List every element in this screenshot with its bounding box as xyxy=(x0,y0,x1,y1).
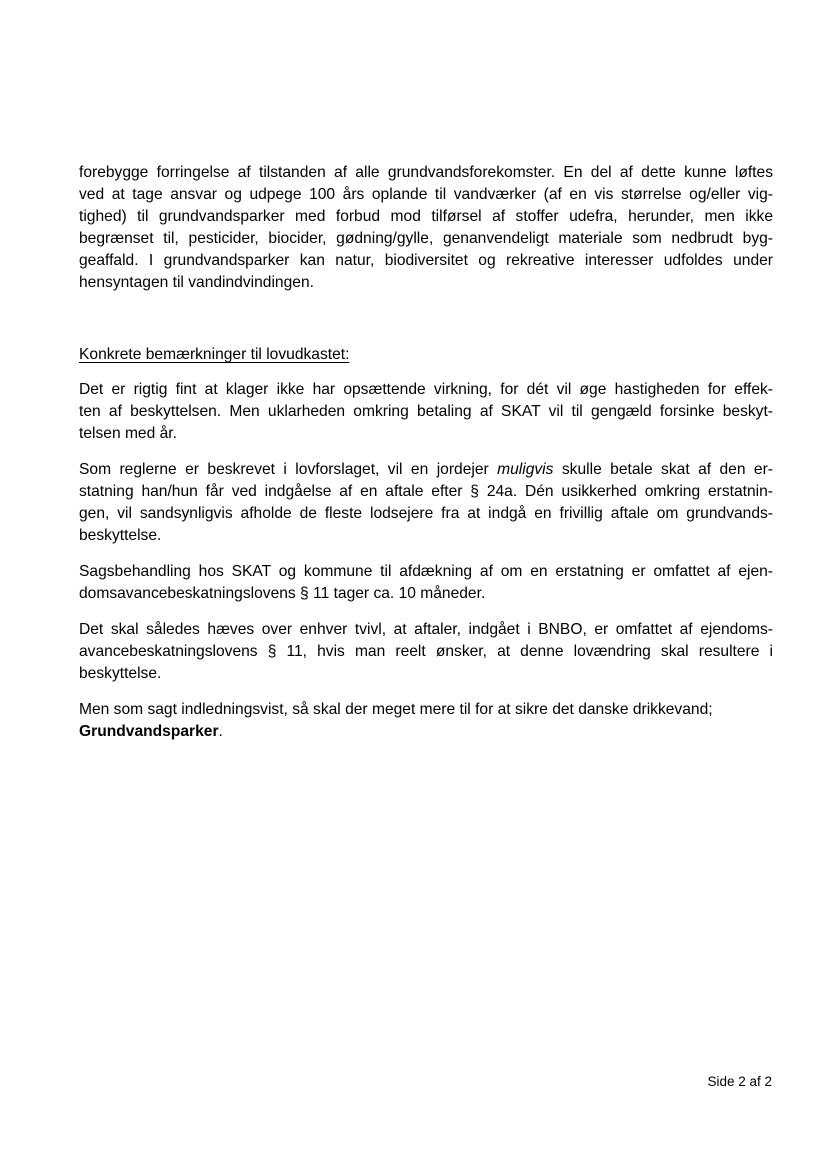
text-line: gen, vil sandsynligvis afholde de fleste lodsejere fra at indgå en frivillig aftale om grundvands- xyxy=(79,505,773,522)
text-line: telsen med år. xyxy=(79,425,177,442)
text-line: hensyntagen til vandindvindingen. xyxy=(79,274,314,291)
text-line: tighed) til grundvandsparker med forbud mod tilførsel af stoffer udefra, herunder, men ikke xyxy=(79,208,773,225)
text-line xyxy=(79,459,773,481)
text-line: geaffald. I grundvandsparker kan natur, biodiversitet og rekreative interesser udfoldes under xyxy=(79,252,773,269)
section-heading-text: Konkrete bemærkninger til lovudkastet: xyxy=(79,346,350,363)
text-line: ved at tage ansvar og udpege 100 års oplande til vandværker (af en vis størrelse og/eller vig- xyxy=(79,186,773,203)
text-line: Det er rigtig fint at klager ikke har opsættende virkning, for dét vil øge hastigheden for effek- xyxy=(79,381,773,398)
text-line: avancebeskatningslovens § 11, hvis man reelt ønsker, at denne lovændring skal resultere i xyxy=(79,643,773,660)
text-line: ten af beskyttelsen. Men uklarheden omkring betaling af SKAT vil til gengæld forsinke beskyt- xyxy=(79,403,773,420)
text-run: skulle betale skat af den er- xyxy=(553,461,773,478)
text-line: beskyttelse. xyxy=(79,527,162,544)
section-heading xyxy=(79,344,349,366)
page-number: Side 2 af 2 xyxy=(707,1074,772,1089)
text-line: begrænset til, pesticider, biocider, gødning/gylle, genanvendeligt materiale som nedbrudt byg- xyxy=(79,230,773,247)
text-line: forebygge forringelse af tilstanden af alle grundvandsforekomster. En del af dette kunne løftes xyxy=(79,164,773,181)
text-line: beskyttelse. xyxy=(79,665,162,682)
text-line: statning han/hun får ved indgåelse af en aftale efter § 24a. Dén usikkerhed omkring erstatnin- xyxy=(79,483,773,500)
text-line: domsavancebeskatningslovens § 11 tager ca. 10 måneder. xyxy=(79,585,486,602)
text-line: Men som sagt indledningsvist, så skal der meget mere til for at sikre det danske drikkevand; xyxy=(79,701,713,718)
text-run: Som reglerne er beskrevet i lovforslaget, vil en jordejer xyxy=(79,461,498,478)
bold-text: Grundvandsparker xyxy=(79,723,219,740)
text-line: Sagsbehandling hos SKAT og kommune til afdækning af om en erstatning er omfattet af ejen- xyxy=(79,563,773,580)
text-run: . xyxy=(218,723,223,740)
text-line: Det skal således hæves over enhver tvivl, at aftaler, indgået i BNBO, er omfattet af ejendoms- xyxy=(79,621,773,638)
emphasis-text: muligvis xyxy=(497,461,554,478)
text-line xyxy=(79,721,773,743)
